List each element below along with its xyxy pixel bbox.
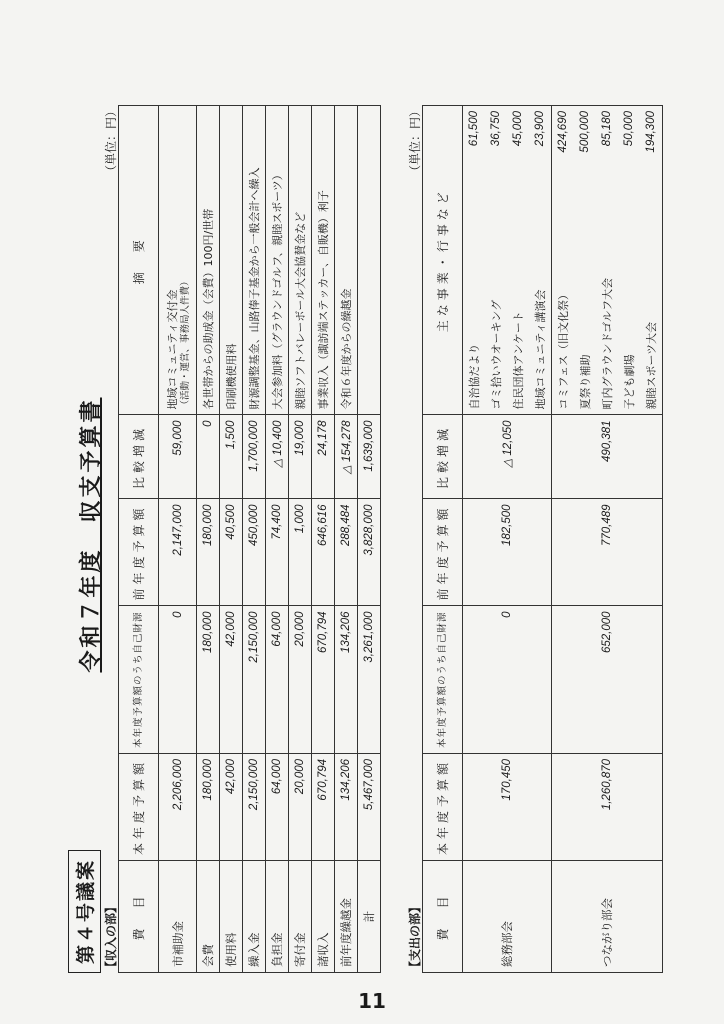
table-row: 繰入金 2,150,000 2,150,000 450,000 1,700,000 財源調整基金、山路俸子基金から一般会計へ繰入 bbox=[243, 106, 266, 973]
table-row: 会費 180,000 180,000 180,000 0 各世帯からの助成金（会費）100円/世帯 bbox=[197, 106, 220, 973]
table-row: つながり部会 1,260,870 652,000 770,489 490,381 コミフェス（旧文化祭） 424,690 bbox=[552, 106, 575, 973]
header-item: 費 目 bbox=[119, 861, 159, 973]
table-row: 諸収入 670,794 670,794 646,616 24,178 事業収入（諏訪端ステッカー、自販機）利子 bbox=[312, 106, 335, 973]
income-unit: （単位：円） bbox=[104, 105, 118, 178]
header-budget: 本年度予算額 bbox=[119, 753, 159, 860]
list-item: 住民団体アンケート 45,000 bbox=[507, 106, 529, 973]
list-item: 地域コミュニティ講演会 23,900 bbox=[529, 106, 552, 973]
header-item: 費 目 bbox=[423, 861, 463, 973]
table-row: 前年度繰越金 134,206 134,206 288,484 △ 154,278 令和６年度からの繰越金 bbox=[335, 106, 358, 973]
list-item: 町内グラウンドゴルフ大会 85,180 bbox=[596, 106, 618, 973]
expense-header-row bbox=[423, 106, 463, 973]
expense-section-label: 【支出の部】 bbox=[408, 900, 422, 973]
header-diff: 比較増減 bbox=[119, 415, 159, 499]
rotated-page-content bbox=[60, 85, 700, 1014]
agenda-badge: 第４号議案 bbox=[68, 850, 101, 973]
list-item: 子ども劇場 50,000 bbox=[618, 106, 640, 973]
list-item: 夏祭り補助 500,000 bbox=[574, 106, 596, 973]
table-row: 使用料 42,000 42,000 40,500 1,500 印刷機使用料 bbox=[220, 106, 243, 973]
list-item: ゴミ拾いウオーキング 36,750 bbox=[485, 106, 507, 973]
header-budget: 本年度予算額 bbox=[423, 753, 463, 860]
income-table bbox=[118, 105, 381, 973]
header-prev-budget: 前年度予算額 bbox=[119, 499, 159, 606]
header-activities: 主な事業・行事など bbox=[423, 106, 463, 415]
header-own-funds: 本年度予算額のうち自己財源 bbox=[119, 606, 159, 754]
list-item: 親睦スポーツ大会 194,300 bbox=[640, 106, 663, 973]
table-row: 負担金 64,000 64,000 74,400 △ 10,400 大会参加料（グラウンドゴルフ、親睦スポーツ） bbox=[266, 106, 289, 973]
expense-unit: （単位：円） bbox=[408, 105, 422, 178]
table-row: 市補助金 2,206,000 0 2,147,000 59,000 地域コミュニティ交付金 （活動・運営、事務局人件費） bbox=[159, 106, 197, 973]
header-summary: 摘 要 bbox=[119, 106, 159, 415]
income-section-label: 【収入の部】 bbox=[104, 900, 118, 973]
header-prev-budget: 前年度予算額 bbox=[423, 499, 463, 606]
income-header-row bbox=[119, 106, 159, 973]
header-own-funds: 本年度予算額のうち自己財源 bbox=[423, 606, 463, 754]
expense-table bbox=[422, 105, 663, 973]
table-row: 寄付金 20,000 20,000 1,000 19,000 親睦ソフトバレーボール大会協賛金など bbox=[289, 106, 312, 973]
table-row: 総務部会 170,450 0 182,500 △ 12,050 自治協だより 61,500 bbox=[463, 106, 486, 973]
page-title: 令和７年度 収支予算書 bbox=[79, 397, 104, 673]
total-row: 計 5,467,000 3,261,000 3,828,000 1,639,000 bbox=[358, 106, 381, 973]
header-diff: 比較増減 bbox=[423, 415, 463, 499]
page-number: 11 bbox=[358, 989, 386, 1014]
